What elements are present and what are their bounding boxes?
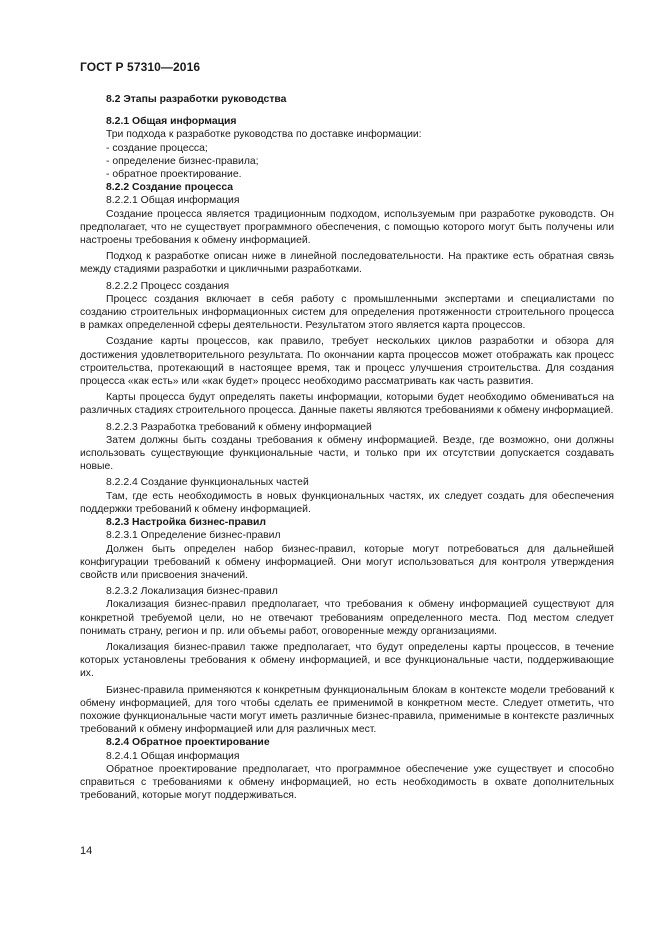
subsection-heading-8-2-2: 8.2.2 Создание процесса [106, 182, 234, 194]
paragraph: Процесс создания включает в себя работу с промышленными экспертами и специалистами по созданию строительных информационных систем для определения протяженности строительного процесса в рамках определенной сферы деятельности. Результатом этого является карта процессов. [80, 293, 614, 332]
paragraph: Локализация бизнес-правил предполагает, что требования к обмену информацией существуют для конкретной требуемой цели, но не отвечают требованиям определенного места. Под местом следует понимать страну, регион и пр. или объемы работ, оговоренные между организациями. [80, 599, 614, 637]
paragraph: Должен быть определен набор бизнес-правил, которые могут потребоваться для дальнейшей конфигурации требований к обмену информацией. Они могут использоваться для контроля утверждения свойств или присвоения значений. [80, 543, 614, 581]
list-item: - обратное проектирование. [106, 169, 242, 181]
clause-heading-8-2-4-1: 8.2.4.1 Общая информация [106, 750, 240, 762]
document-body [80, 93, 614, 802]
paragraph: Создание процесса является традиционным подходом, используемым при разработке руководств. Он предполагает, что не существует программного обеспечения, с помощью которого могут быть получены или настроены требования к обмену информацией. [80, 208, 614, 247]
clause-heading-8-2-2-2: 8.2.2.2 Процесс создания [106, 280, 230, 292]
paragraph: Там, где есть необходимость в новых функциональных частях, их следует создать для обеспечения поддержки требований к обмену информацией. [80, 490, 614, 515]
clause-heading-8-2-3-2: 8.2.3.2 Локализация бизнес-правил [106, 586, 278, 598]
paragraph: Создание карты процессов, как правило, требует нескольких циклов разработки и обзора для достижения удовлетворительного результата. По окончании карта процессов может отображать как процесс строительства, протекающий в настоящее время, так и процесс улучшения строительства. Для создания процесса «как есть» или «как будет» процесс необходимо рассматривать как часть развития. [80, 336, 614, 388]
paragraph: Локализация бизнес-правил также предполагает, что будут определены карты процессов, в течение которых установлены требования к обмену информацией, и все функциональные части, поддерживающие их. [80, 641, 614, 680]
paragraph: Затем должны быть созданы требования к обмену информацией. Везде, где возможно, они должны использовать существующие функциональные части, и только при их отсутствии допускается создавать новые. [80, 434, 614, 473]
page-number: 14 [80, 845, 93, 857]
subsection-heading-8-2-1: 8.2.1 Общая информация [106, 116, 237, 128]
paragraph: Подход к разработке описан ниже в линейной последовательности. На практике есть обратная связь между стадиями разработки и цикличными разработками. [80, 251, 614, 276]
paragraph: Карты процесса будут определять пакеты информации, которыми будет необходимо обмениваться на различных стадиях строительного процесса. Данные пакеты являются требованиями к обмену информацией. [80, 392, 614, 417]
clause-heading-8-2-3-1: 8.2.3.1 Определение бизнес-правил [106, 530, 281, 542]
paragraph: Три подхода к разработке руководства по доставке информации: [106, 129, 422, 141]
subsection-heading-8-2-4: 8.2.4 Обратное проектирование [106, 737, 270, 749]
clause-heading-8-2-2-4: 8.2.2.4 Создание функциональных частей [106, 477, 309, 489]
list-item: - создание процесса; [106, 142, 208, 154]
document-header: ГОСТ Р 57310—2016 [80, 60, 201, 74]
paragraph: Обратное проектирование предполагает, что программное обеспечение уже существует и способно справиться с требованиями к обмену информацией, но есть необходимость в охвате дополнительных требований, которые могут поддерживаться. [80, 763, 614, 802]
section-heading-8-2: 8.2 Этапы разработки руководства [106, 94, 287, 105]
subsection-heading-8-2-3: 8.2.3 Настройка бизнес-правил [106, 517, 266, 529]
list-item: - определение бизнес-правила; [106, 155, 259, 167]
paragraph: Бизнес-правила применяются к конкретным функциональным блокам в контексте модели требований к обмену информацией, для того чтобы сделать ее применимой в конкретном месте. Следует отметить, что похожие функциональные части могут иметь различные бизнес-правила, применимые в контексте различных требований к обмену информацией или для различных мест. [80, 684, 614, 736]
clause-heading-8-2-2-1: 8.2.2.1 Общая информация [106, 195, 240, 207]
clause-heading-8-2-2-3: 8.2.2.3 Разработка требований к обмену информацией [106, 421, 372, 433]
